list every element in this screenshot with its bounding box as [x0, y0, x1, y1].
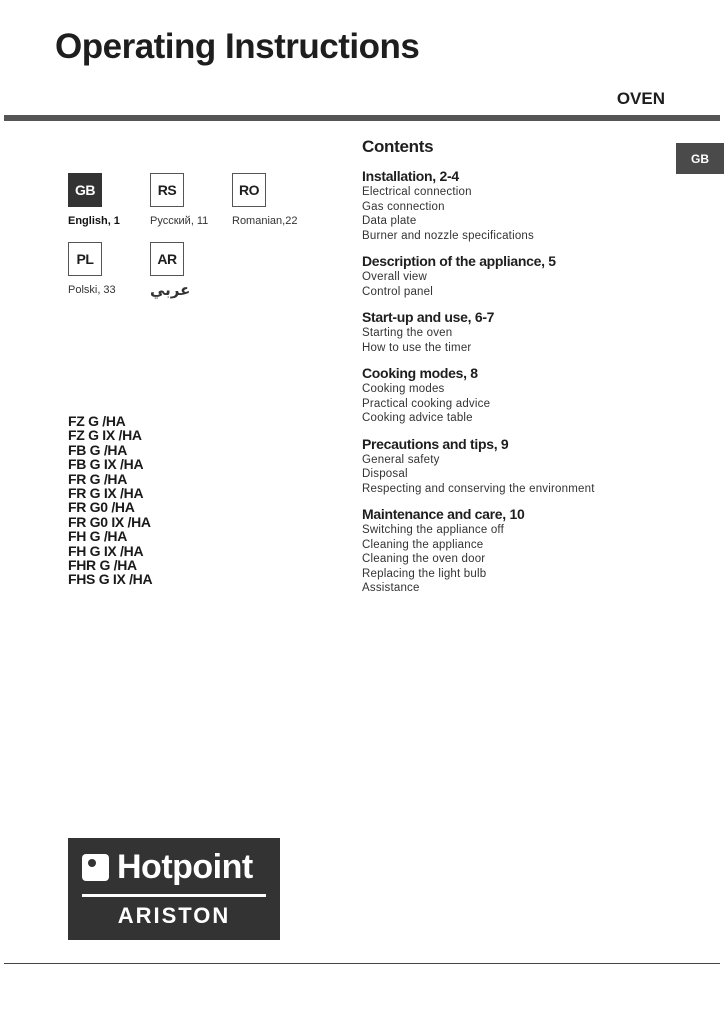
section-item[interactable]: Data plate: [362, 215, 417, 227]
section-item[interactable]: Respecting and conserving the environment: [362, 482, 595, 495]
section-title[interactable]: Precautions and tips, 9: [362, 435, 509, 452]
page-title: Operating Instructions: [55, 27, 420, 66]
section-item[interactable]: Disposal: [362, 468, 408, 480]
model-item: FHR G /HA: [68, 557, 137, 574]
section-title[interactable]: Installation, 2-4: [362, 168, 459, 184]
language-label-russian: [150, 215, 208, 227]
model-item: FZ G IX /HA: [68, 427, 142, 444]
section-item[interactable]: How to use the timer: [362, 341, 472, 354]
section-item[interactable]: Switching the appliance off: [362, 524, 505, 536]
model-item: FZ G /HA: [68, 413, 126, 429]
language-name: Русский,: [150, 215, 194, 227]
section-precautions: [362, 436, 672, 497]
language-label-polish: [68, 284, 116, 296]
section-title[interactable]: Cooking modes, 8: [362, 365, 478, 381]
language-name: Romanian,22: [232, 215, 298, 227]
model-item: FR G /HA: [68, 470, 128, 487]
language-label-english: [68, 215, 120, 227]
language-side-tab[interactable]: GB: [676, 143, 724, 174]
section-title[interactable]: Description of the appliance, 5: [362, 253, 556, 269]
logo-brand-text: Hotpoint: [117, 848, 253, 886]
model-item: FR G IX /HA: [68, 485, 144, 502]
section-item[interactable]: Burner and nozzle specifications: [362, 229, 534, 242]
section-item[interactable]: Replacing the light bulb: [362, 567, 487, 580]
language-box-rs[interactable]: RS: [150, 173, 184, 207]
model-item: FR G0 /HA: [68, 499, 135, 516]
model-item: FH G IX /HA: [68, 542, 144, 559]
language-name: Polski,: [68, 284, 101, 296]
language-name: عربي: [150, 282, 191, 299]
section-item[interactable]: Cleaning the appliance: [362, 538, 484, 551]
hotpoint-ariston-logo: [68, 838, 280, 940]
language-page: 33: [103, 284, 116, 296]
section-item[interactable]: Cooking modes: [362, 383, 445, 395]
section-installation: [362, 168, 672, 243]
section-description: [362, 253, 672, 299]
brand-mark-icon: [82, 854, 109, 881]
language-name: English,: [68, 215, 111, 227]
section-item[interactable]: Electrical connection: [362, 186, 472, 198]
section-title[interactable]: Maintenance and care, 10: [362, 506, 525, 522]
model-item: FR G0 IX /HA: [68, 513, 151, 530]
model-item: FB G IX /HA: [68, 456, 144, 473]
contents-heading: Contents: [362, 137, 434, 156]
model-item: FHS G IX /HA: [68, 571, 153, 588]
model-list: [68, 414, 152, 587]
section-title[interactable]: Start-up and use, 6-7: [362, 309, 495, 325]
language-label-arabic: [150, 281, 190, 299]
section-item[interactable]: Practical cooking advice: [362, 397, 491, 410]
language-label-romanian: [232, 215, 297, 227]
logo-sub-text: ARISTON: [117, 903, 231, 928]
section-item[interactable]: Gas connection: [362, 200, 445, 213]
section-item[interactable]: Assistance: [362, 582, 420, 594]
section-item[interactable]: Control panel: [362, 285, 434, 298]
section-item[interactable]: Overall view: [362, 271, 428, 283]
model-item: FB G /HA: [68, 441, 128, 458]
table-of-contents: [362, 137, 672, 606]
language-box-pl[interactable]: PL: [68, 242, 102, 276]
language-box-gb[interactable]: GB: [68, 173, 102, 207]
section-maintenance: [362, 506, 672, 596]
language-box-ar[interactable]: AR: [150, 242, 184, 276]
model-item: FH G /HA: [68, 528, 128, 545]
section-item[interactable]: General safety: [362, 453, 440, 466]
section-item[interactable]: Cleaning the oven door: [362, 553, 486, 565]
section-item[interactable]: Cooking advice table: [362, 412, 473, 424]
top-divider: [4, 115, 720, 121]
logo-divider: [82, 894, 266, 897]
section-cooking-modes: [362, 365, 672, 426]
section-item[interactable]: Starting the oven: [362, 327, 453, 339]
language-page: 11: [196, 215, 209, 227]
language-page: 1: [113, 215, 120, 227]
bottom-divider: [4, 963, 720, 964]
section-start-up: [362, 309, 672, 355]
language-box-ro[interactable]: RO: [232, 173, 266, 207]
document-subtitle: OVEN: [616, 89, 665, 108]
